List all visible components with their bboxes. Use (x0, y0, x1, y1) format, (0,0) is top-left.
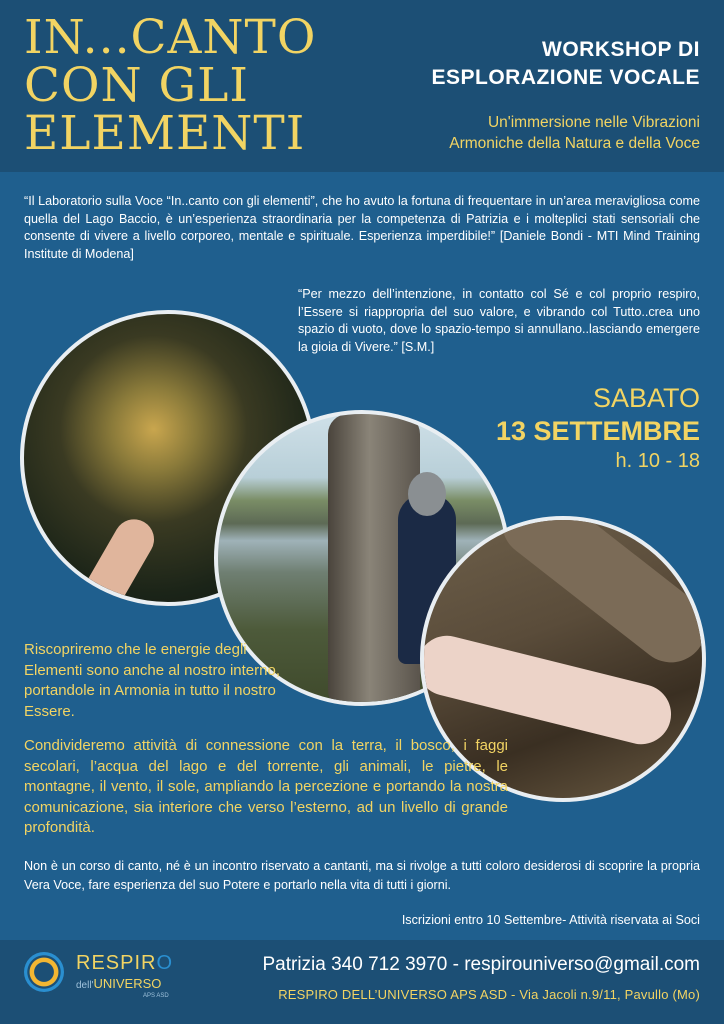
poster-title (24, 10, 317, 161)
logo-subline (76, 976, 161, 991)
event-date-text: 13 SETTEMBRE (495, 416, 700, 446)
signup-note: Iscrizioni entro 10 Settembre- Attività riservata ai Soci (401, 913, 700, 927)
address: RESPIRO DELL’UNIVERSO APS ASD - Via Jacoli n.9/11, Pavullo (Mo) (278, 987, 700, 1002)
workshop-line-2: ESPLORAZIONE VOCALE (431, 66, 700, 89)
course-note: Non è un corso di canto, né è un incontro riservato a cantanti, ma si rivolge a tutti coloro desiderosi di scoprire la propria Vera Voce, fare esperienza del suo Potere e portarlo nella vita di tutti i giorni. (24, 859, 700, 892)
subtitle-line-2: Armoniche della Natura e della Voce (449, 135, 700, 152)
logo-sub2: UNIVERSO (93, 976, 162, 991)
head-shape (408, 472, 446, 516)
logo-part1: RESPIR (76, 952, 157, 974)
arm-shape (67, 512, 162, 606)
testimonial-quote: “Il Laboratorio sulla Voce “In..canto con gli elementi”, che ho avuto la fortuna di frequentare in un’area meravigliosa come quella del Lago Baccio, è un’esperienza straordinaria per la competenza di Patrizia e i molteplici stati sensoriali che consente di vivere a livello corporeo, mentale e spirituale. Esperienza imperdibile!” [Daniele Bondi - MTI Mind Training Institute di Modena] (24, 194, 700, 261)
workshop-heading (431, 36, 700, 92)
event-hours: h. 10 - 18 (615, 450, 700, 472)
logo-part2: O (156, 952, 174, 974)
title-line-3: ELEMENTI (24, 106, 306, 161)
event-day: SABATO (592, 383, 700, 413)
title-line-2: CON GLI (24, 58, 249, 113)
logo-aps: APS ASD (143, 993, 169, 999)
title-line-1: IN...CANTO (24, 10, 317, 65)
activities-paragraph: Condivideremo attività di connessione con la terra, il bosco, i faggi secolari, l’acqua del lago e del torrente, gli animali, le pietre, le montagne, il vento, il sole, ampliando la percezione e portando la nostra comunicazione, sia interiore che verso l’esterno, ad un livello di grande profondità. (24, 737, 508, 836)
contact-info: Patrizia 340 712 3970 - respirouniverso@gmail.com (262, 954, 700, 975)
subtitle (449, 112, 700, 154)
hand-shape (420, 629, 677, 750)
elements-paragraph: Riscopriremo che le energie degli Elementi sono anche al nostro interno, portandole in Armonia in tutto il nostro Essere. (24, 641, 280, 720)
spiral-logo-icon (24, 952, 64, 992)
workshop-line-1: WORKSHOP DI (542, 38, 700, 61)
event-date (496, 382, 700, 474)
subtitle-line-1: Un'immersione nelle Vibrazioni (487, 114, 700, 131)
logo-wordmark (76, 952, 173, 975)
intention-quote: “Per mezzo dell’intenzione, in contatto col Sé e col proprio respiro, l’Essere si riappropria del suo valore, e vibrando col Tutto..crea uno spazio di vuoto, dove lo spazio-tempo si annullano..lasciando emergere la gioia di Vivere.” [S.M.] (298, 287, 700, 354)
logo-sub1: dell' (76, 980, 94, 991)
